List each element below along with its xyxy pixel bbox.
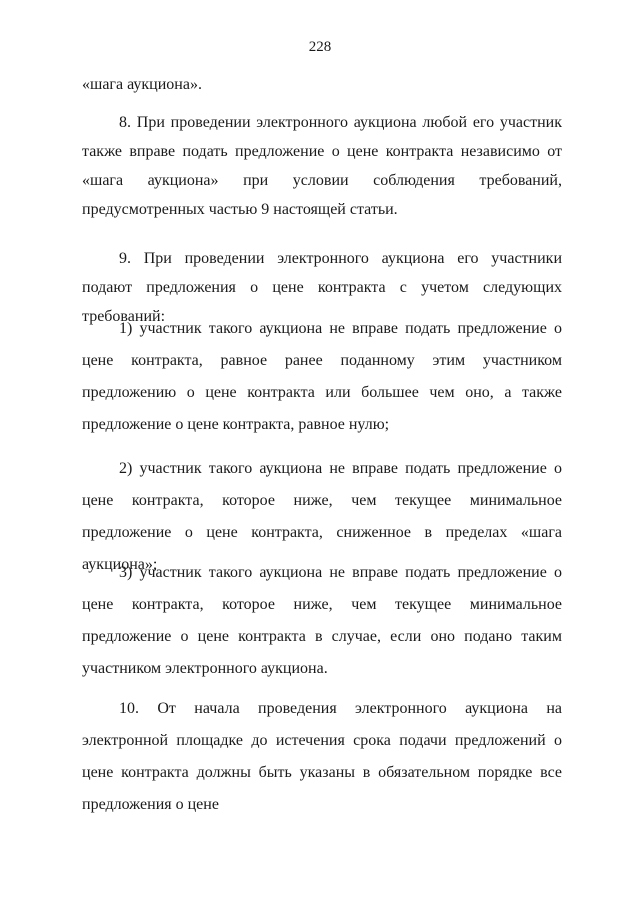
paragraph-9: 9. При проведении электронного аукциона его участники подают предложения о цене контракта с учетом следующих требований: (82, 250, 562, 325)
paragraph-8: 8. При проведении электронного аукциона любой его участник также вправе подать предложение о цене контракта независимо от «шага аукциона» при условии соблюдения требований, предусмотренных частью 9 настоящей статьи. (82, 114, 562, 218)
paragraph-10: 10. От начала проведения электронного аукциона на электронной площадке до истечения срока подачи предложений о цене контракта должны быть указаны в обязательном порядке все предложения о цене (82, 700, 562, 813)
list-item-1: 1) участник такого аукциона не вправе подать предложение о цене контракта, равное ранее поданному этим участником предложению о цене контракта или большее чем оно, а также предложение о цене контракта, равное нулю; (82, 320, 562, 433)
list-item-3: 3) участник такого аукциона не вправе подать предложение о цене контракта, которое ниже, чем текущее минимальное предложение о цене контракта в случае, если оно подано таким участником электронного аукциона. (82, 564, 562, 677)
list-item-2: 2) участник такого аукциона не вправе подать предложение о цене контракта, которое ниже, чем текущее минимальное предложение о цене контракта, сниженное в пределах «шага аукциона»; (82, 460, 562, 573)
paragraph-continuation: «шага аукциона». (82, 76, 202, 93)
page-number: 228 (308, 39, 332, 55)
